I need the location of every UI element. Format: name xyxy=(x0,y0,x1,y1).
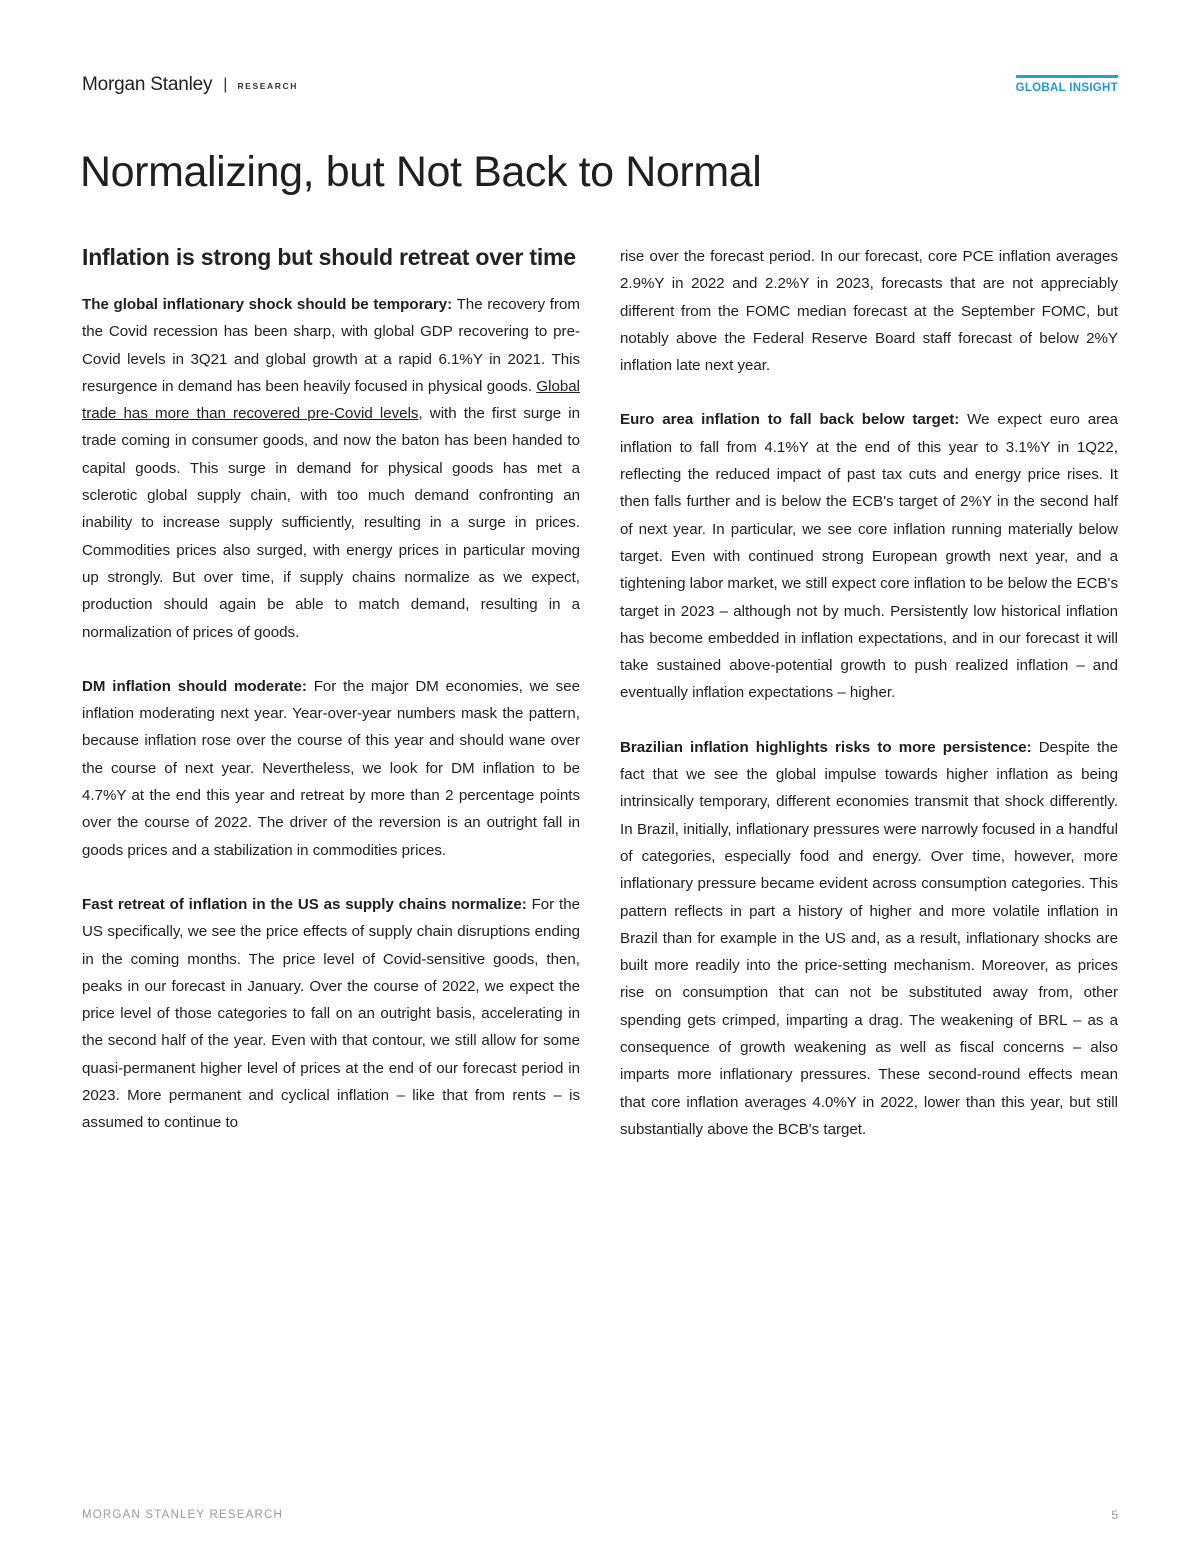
global-trade-link[interactable]: Global trade has more than recovered pre-Covid levels xyxy=(82,377,580,423)
brand-separator: | xyxy=(223,76,228,93)
paragraph-lead: Fast retreat of inflation in the US as supply chains normalize: xyxy=(82,895,527,913)
section-heading: Inflation is strong but should retreat over time xyxy=(82,244,576,270)
paragraph-lead: Euro area inflation to fall back below target: xyxy=(620,411,960,429)
page-title: Normalizing, but Not Back to Normal xyxy=(80,148,762,196)
brand-section-label: RESEARCH xyxy=(237,81,298,91)
page-number: 5 xyxy=(1111,1508,1118,1522)
paragraph-euro-inflation xyxy=(620,406,1118,706)
global-insight-tag: GLOBAL INSIGHT xyxy=(1016,75,1118,94)
left-column xyxy=(82,243,580,1164)
paragraph-text: For the US specifically, we see the price effects of supply chain disruptions ending in the coming months. The price level of Covid-sensitive goods, then, peaks in our forecast in January. Over the course of 2022, we expect the price level of those categories to fall on an outright basis, accelerating in the second half of the year. Even with that contour, we still allow for some quasi-permanent higher level of prices at the end of our forecast period in 2023. More permanent and cyclical inflation – like that from rents – is assumed to continue to xyxy=(82,895,580,1132)
paragraph-text: , with the first surge in trade coming in consumer goods, and now the baton has been handed to capital goods. This surge in demand for physical goods has met a sclerotic global supply chain, with too much demand confronting an inability to increase supply sufficiently, resulting in a surge in prices. Commodities prices also surged, with energy prices in particular moving up strongly. But over time, if supply chains normalize as we expect, production should again be able to match demand, resulting in a normalization of prices of goods. xyxy=(82,405,580,641)
paragraph-lead: Brazilian inflation highlights risks to more persistence: xyxy=(620,738,1032,756)
footer-label: MORGAN STANLEY RESEARCH xyxy=(82,1509,283,1521)
paragraph-text: The recovery from the Covid recession has been sharp, with global GDP recovering to pre-Covid levels in 3Q21 and global growth at a rapid 6.1%Y in 2021. This resurgence in demand has been heavily focused in physical goods. xyxy=(82,296,580,395)
brand-logo: Morgan Stanley xyxy=(82,74,213,95)
right-column xyxy=(620,243,1118,1170)
paragraph-lead: The global inflationary shock should be temporary: xyxy=(82,296,453,313)
paragraph-text: For the major DM economies, we see inflation moderating next year. Year-over-year numbers mask the pattern, because inflation rose over the course of this year and should wane over the course of next year. Nevertheless, we look for DM inflation to be 4.7%Y at the end this year and retreat by more than 2 percentage points over the course of 2022. The driver of the reversion is an outright fall in goods prices and a stabilization in commodities prices. xyxy=(82,677,580,859)
paragraph-dm-inflation xyxy=(82,673,580,864)
paragraph-text: We expect euro area inflation to fall from 4.1%Y at the end of this year to 3.1%Y in 1Q22, reflecting the reduced impact of past tax cuts and energy price rises. It then falls further and is below the ECB's target of 2%Y in the second half of next year. In particular, we see core inflation running materially below target. Even with continued strong European growth next year, and a tightening labor market, we still expect core inflation to be below the ECB's target in 2023 – although not by much. Persistently low historical inflation has become embedded in inflation expectations, and in our forecast it will take sustained above-potential growth to push realized inflation – and eventually inflation expectations – higher. xyxy=(620,411,1118,702)
paragraph-us-inflation-continued: rise over the forecast period. In our forecast, core PCE inflation averages 2.9%Y in 2022 and 2.2%Y in 2023, forecasts that are not appreciably different from the FOMC median forecast at the September FOMC, but notably above the Federal Reserve Board staff forecast of below 2%Y inflation late next year. xyxy=(620,248,1118,375)
paragraph-text: Despite the fact that we see the global impulse towards higher inflation as being intrinsically temporary, different economies transmit that shock differently. In Brazil, initially, inflationary pressures were narrowly focused in a handful of categories, especially food and energy. Over time, however, more inflationary pressure became evident across consumption categories. This pattern reflects in part a history of higher and more volatile inflation in Brazil than for example in the US and, as a result, inflationary shocks are built more readily into the price-setting mechanism. Moreover, as prices rise on consumption that can not be substituted away from, other spending gets crimped, imparting a drag. The weakening of BRL – as a consequence of growth weakening as well as fiscal concerns – also imparts more inflationary pressures. These second-round effects mean that core inflation averages 4.0%Y in 2022, lower than this year, but still substantially above the BCB's target. xyxy=(620,738,1118,1138)
paragraph-global-shock xyxy=(82,291,580,646)
header-brand xyxy=(82,74,298,96)
paragraph-us-inflation xyxy=(82,891,580,1137)
paragraph-brazil-inflation xyxy=(620,734,1118,1143)
paragraph-lead: DM inflation should moderate: xyxy=(82,677,307,695)
